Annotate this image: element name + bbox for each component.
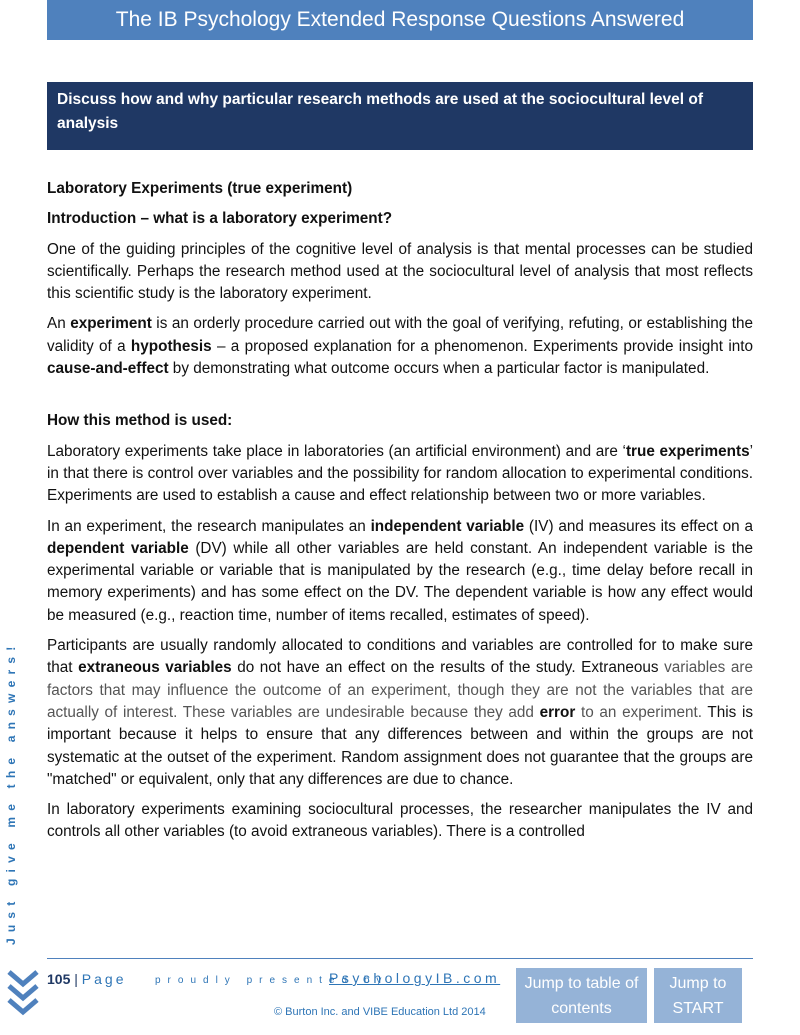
section-heading-intro: Introduction – what is a laboratory experiment? [47,210,393,228]
paragraph-6: In laboratory experiments examining sociocultural processes, the researcher manipulates the IV and controls all other variables (to avoid extraneous variables). There is a controlled [47,801,753,841]
sidebar-tagline: Just give me the answers! [4,640,18,945]
paragraph-1: One of the guiding principles of the cognitive level of analysis is that mental processes can be studied scientifically. Perhaps the research method used at the sociocultural level of analysis that most reflects this scientific study is the laboratory experiment. [47,240,753,303]
jump-to-contents-button[interactable]: Jump to table of contents [516,968,647,1023]
question-box: Discuss how and why particular research methods are used at the sociocultural level of analysis [47,82,753,150]
paragraph-5: Participants are usually randomly allocated to conditions and variables are controlled for to make sure that extraneous variables do not have an effect on the results of the study. Extraneous variables are factors that may influence the outcome of an experiment, though they are not the variables that are actually of interest. These variables are undesirable because they add error to an experiment. This is important because it helps to ensure that any differences between and within the groups are not systematic at the outset of the experiment. Random assignment does not guarantee that the groups are "matched" or equivalent, only that any differences are due to chance. [47,637,754,788]
jump-to-start-button[interactable]: Jump to START [654,968,742,1023]
page-number: 105 | Page [47,971,127,987]
copyright-text: © Burton Inc. and VIBE Education Ltd 2014 [274,1006,486,1018]
chevron-down-icon [6,966,40,1018]
paragraph-4: In an experiment, the research manipulates an independent variable (IV) and measures its effect on a dependent variable (DV) while all other variables are held constant. An independent variable is the experimental variable or variable that is manipulated by the research (e.g., time delay before recall in memory experiments) and has some effect on the DV. The dependent variable is how any effect would be measured (e.g., reaction time, number of items recalled, estimates of speed). [47,517,753,624]
section-heading-lab: Laboratory Experiments (true experiment) [47,180,353,197]
section-heading-how: How this method is used: [47,412,233,430]
footer-divider [47,958,753,959]
document-body [47,178,753,852]
paragraph-2: An experiment is an orderly procedure carried out with the goal of verifying, refuting, or establishing the validity of a hypothesis – a proposed explanation for a phenomenon. Experiments provide insight into cause-and-effect by demonstrating what outcome occurs when a particular factor is manipulated. [47,315,753,378]
page-header-title: The IB Psychology Extended Response Questions Answered [47,0,753,40]
paragraph-3: Laboratory experiments take place in laboratories (an artificial environment) and are ‘true experiments’ in that there is control over variables and the possibility for random allocation to experimental conditions. Experiments are used to establish a cause and effect relationship between two or more variables. [47,442,753,505]
site-link[interactable]: PsychologyIB.com [329,970,501,986]
presented-by-text: proudly presented by [155,975,389,986]
